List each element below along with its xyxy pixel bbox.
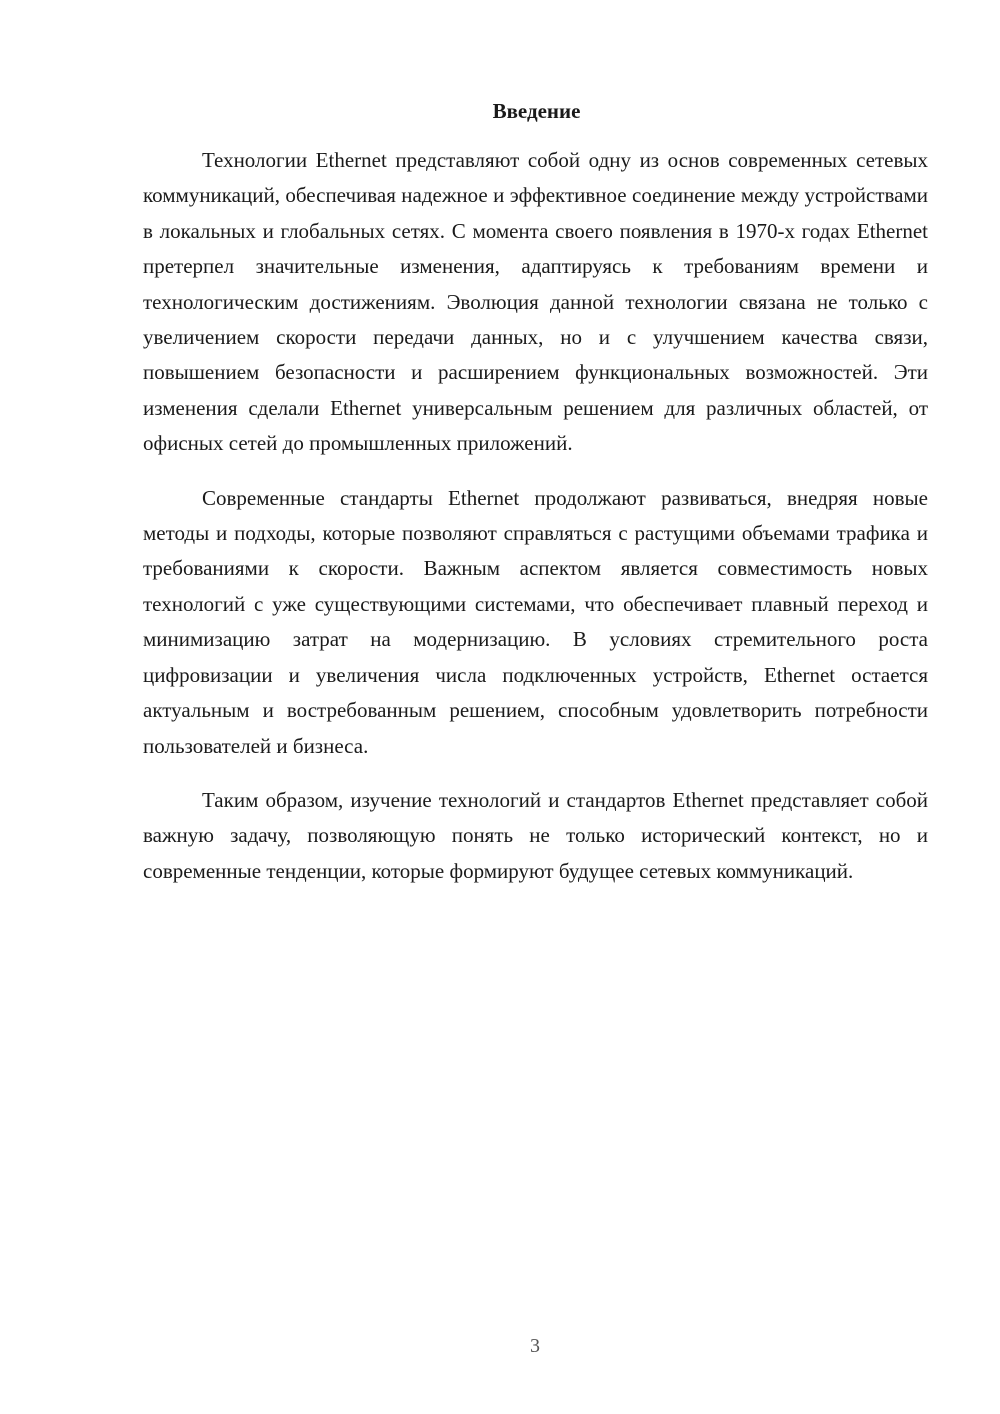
paragraph-3: Таким образом, изучение технологий и стандартов Ethernet представляет собой важную задачу, позволяющую понять не только исторический контекст, но и современные тенденции, которые формируют будущее сетевых коммуникаций. bbox=[143, 787, 928, 883]
paragraph-2: Современные стандарты Ethernet продолжают развиваться, внедряя новые методы и подходы, которые позволяют справляться с растущими объемами трафика и требованиями к скорости. Важным аспектом является совместимость новых технологий с уже существующими системами, что обеспечивает плавный переход и минимизацию затрат на модернизацию. В условиях стремительного роста цифровизации и увеличения числа подключенных устройств, Ethernet остается актуальным и востребованным решением, способным удовлетворить потребности пользователей и бизнеса. bbox=[143, 485, 928, 758]
page-number: 3 bbox=[530, 1335, 540, 1357]
page-content bbox=[143, 96, 928, 889]
section-heading: Введение bbox=[492, 99, 581, 123]
paragraph-1: Технологии Ethernet представляют собой одну из основ современных сетевых коммуникаций, обеспечивая надежное и эффективное соединение между устройствами в локальных и глобальных сетях. С момента своего появления в 1970-х годах Ethernet претерпел значительные изменения, адаптируясь к требованиям времени и технологическим достижениям. Эволюция данной технологии связана не только с увеличением скорости передачи данных, но и с улучшением качества связи, повышением безопасности и расширением функциональных возможностей. Эти изменения сделали Ethernet универсальным решением для различных областей, от офисных сетей до промышленных приложений. bbox=[143, 148, 928, 456]
